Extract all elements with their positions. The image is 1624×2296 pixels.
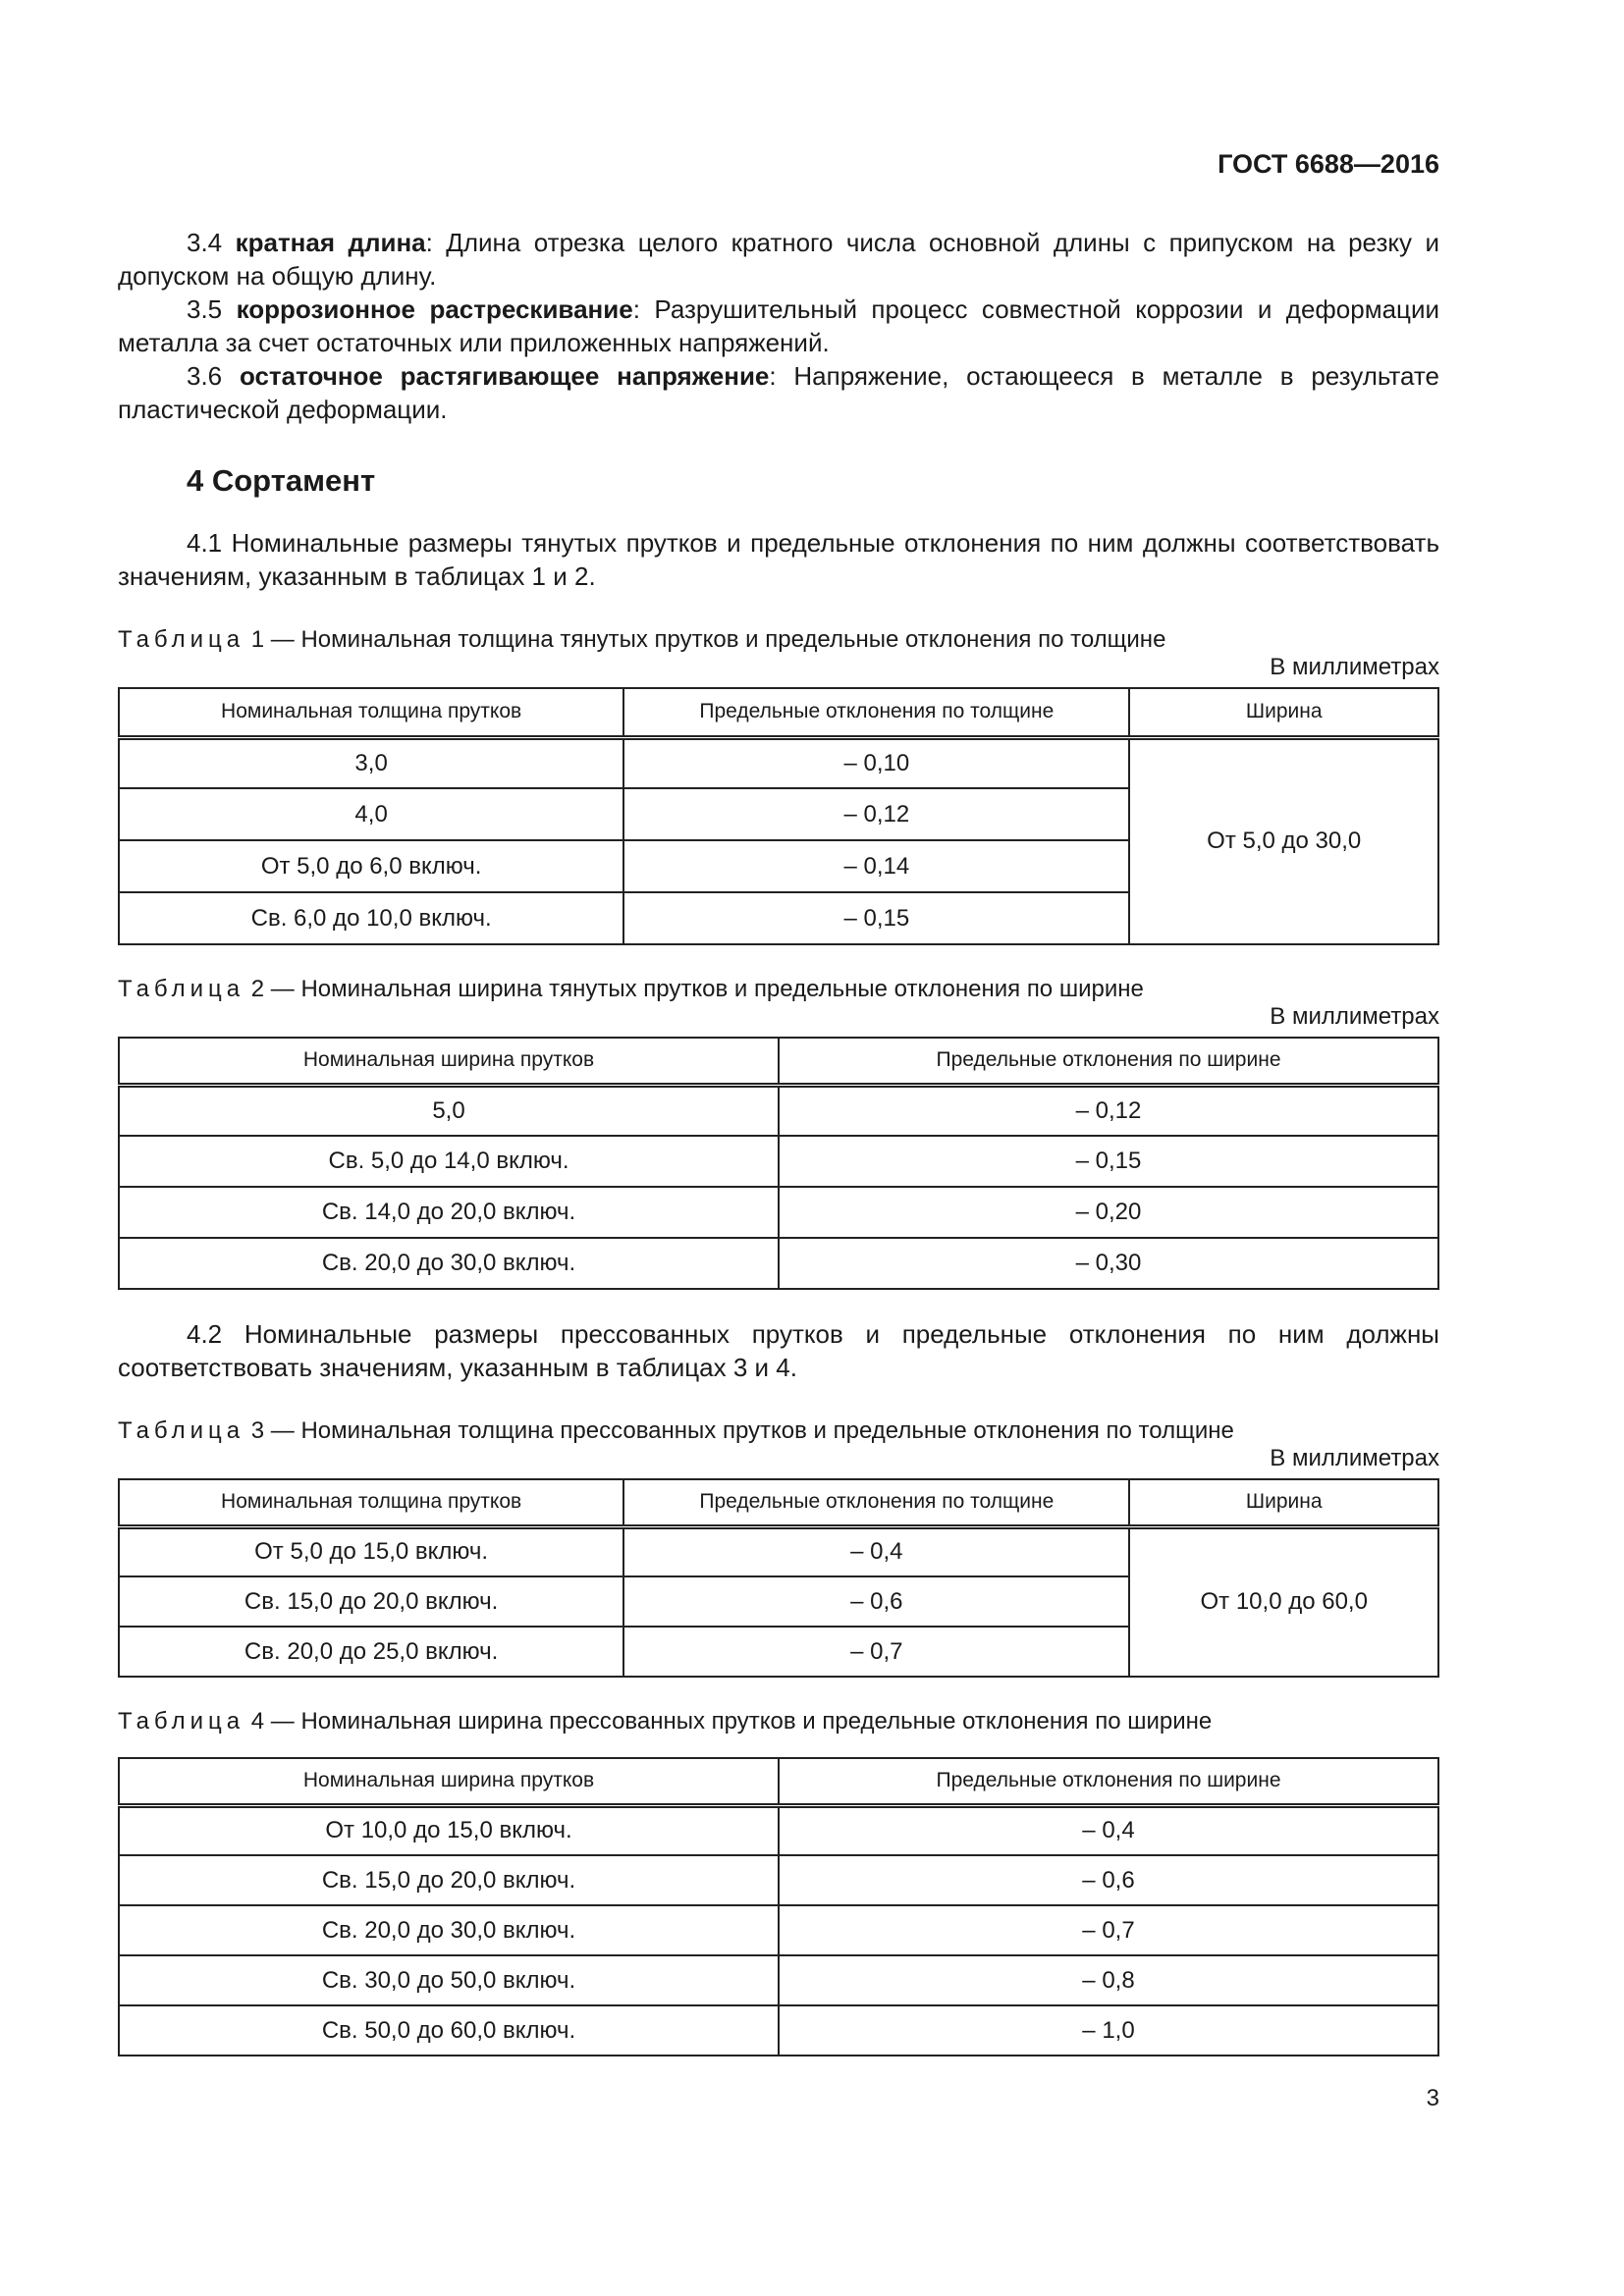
table-header: Номинальная ширина прутков <box>119 1758 779 1805</box>
table-2 <box>118 1037 1439 1290</box>
table-cell: Св. 20,0 до 25,0 включ. <box>119 1627 623 1677</box>
table-row <box>119 1238 1438 1289</box>
table-cell: – 0,14 <box>623 840 1129 892</box>
caption-text: 4 — Номинальная ширина прессованных прутков и предельные отклонения по ширине <box>250 1708 1213 1735</box>
table-3-caption <box>118 1417 1234 1445</box>
definition: : Разрушительный процесс совместной коррозии и деформации металла за счет остаточных или приложенных напряжений. <box>118 294 1439 357</box>
table-header: Номинальная толщина прутков <box>119 1479 623 1526</box>
caption-label: Таблица <box>118 1417 245 1444</box>
table-cell: – 0,15 <box>779 1136 1438 1187</box>
table-row <box>119 2005 1438 2056</box>
table-cell: Св. 20,0 до 30,0 включ. <box>119 1905 779 1955</box>
table-cell: – 0,7 <box>779 1905 1438 1955</box>
caption-text: 2 — Номинальная ширина тянутых прутков и предельные отклонения по ширине <box>250 976 1144 1002</box>
table-1 <box>118 687 1439 945</box>
table-cell: 4,0 <box>119 788 623 840</box>
table-cell: От 5,0 до 15,0 включ. <box>119 1526 623 1576</box>
table-cell: Св. 20,0 до 30,0 включ. <box>119 1238 779 1289</box>
table-cell: – 0,12 <box>623 788 1129 840</box>
table-header: Номинальная толщина прутков <box>119 688 623 737</box>
table-cell: Св. 6,0 до 10,0 включ. <box>119 892 623 944</box>
paragraph-text: 4.1 Номинальные размеры тянутых прутков и предельные отклонения по ним должны соответствовать значениям, указанным в таблицах 1 и 2. <box>118 528 1439 591</box>
table-cell: – 0,30 <box>779 1238 1438 1289</box>
table-cell: – 0,6 <box>623 1576 1129 1627</box>
table-row <box>119 1085 1438 1136</box>
table-header: Предельные отклонения по ширине <box>779 1038 1438 1085</box>
table-cell: – 0,8 <box>779 1955 1438 2005</box>
table-cell: – 0,10 <box>623 737 1129 788</box>
paragraph-text: 4.2 Номинальные размеры прессованных прутков и предельные отклонения по ним должны соответствовать значениям, указанным в таблицах 3 и 4. <box>118 1319 1439 1382</box>
table-4-caption <box>118 1708 1212 1735</box>
table-cell: – 0,7 <box>623 1627 1129 1677</box>
table-row <box>119 1136 1438 1187</box>
table-header: Номинальная ширина прутков <box>119 1038 779 1085</box>
units-label: В миллиметрах <box>1270 1003 1439 1030</box>
table-row <box>119 1526 1438 1576</box>
table-header: Предельные отклонения по толщине <box>623 688 1129 737</box>
table-cell-merged: От 10,0 до 60,0 <box>1129 1526 1438 1677</box>
units-label: В миллиметрах <box>1270 1445 1439 1471</box>
table-cell: – 0,4 <box>779 1805 1438 1855</box>
table-cell: – 0,6 <box>779 1855 1438 1905</box>
table-cell: – 0,4 <box>623 1526 1129 1576</box>
table-cell: 5,0 <box>119 1085 779 1136</box>
term: кратная длина <box>235 228 426 257</box>
table-cell: – 1,0 <box>779 2005 1438 2056</box>
table-header: Ширина <box>1129 688 1438 737</box>
table-cell: Св. 15,0 до 20,0 включ. <box>119 1576 623 1627</box>
table-header: Предельные отклонения по ширине <box>779 1758 1438 1805</box>
table-cell: 3,0 <box>119 737 623 788</box>
table-1-caption <box>118 626 1165 654</box>
paragraph-3-4 <box>118 226 1439 293</box>
table-header: Ширина <box>1129 1479 1438 1526</box>
caption-label: Таблица <box>118 976 245 1002</box>
caption-label: Таблица <box>118 626 245 653</box>
table-row <box>119 1187 1438 1238</box>
table-3 <box>118 1478 1439 1678</box>
table-cell-merged: От 5,0 до 30,0 <box>1129 737 1438 944</box>
table-cell: – 0,12 <box>779 1085 1438 1136</box>
table-row <box>119 1805 1438 1855</box>
clause-number: 3.6 <box>187 361 223 391</box>
units-label: В миллиметрах <box>1270 654 1439 680</box>
paragraph-3-6 <box>118 359 1439 426</box>
clause-number: 3.4 <box>187 228 223 257</box>
definition: : Напряжение, остающееся в металле в результате пластической деформации. <box>118 361 1439 424</box>
caption-text: 3 — Номинальная толщина прессованных прутков и предельные отклонения по толщине <box>250 1417 1234 1444</box>
table-row <box>119 737 1438 788</box>
table-cell: – 0,20 <box>779 1187 1438 1238</box>
table-cell: Св. 5,0 до 14,0 включ. <box>119 1136 779 1187</box>
term: остаточное растягивающее напряжение <box>239 361 770 391</box>
table-cell: Св. 15,0 до 20,0 включ. <box>119 1855 779 1905</box>
caption-label: Таблица <box>118 1708 245 1735</box>
page-number: 3 <box>1426 2085 1439 2111</box>
section-title: 4 Сортамент <box>187 463 376 498</box>
table-cell: – 0,15 <box>623 892 1129 944</box>
table-row <box>119 1905 1438 1955</box>
paragraph-3-5 <box>118 293 1439 359</box>
table-cell: Св. 14,0 до 20,0 включ. <box>119 1187 779 1238</box>
caption-text: 1 — Номинальная толщина тянутых прутков и предельные отклонения по толщине <box>250 626 1166 653</box>
term: коррозионное растрескивание <box>236 294 633 324</box>
paragraph-4-1 <box>118 526 1439 593</box>
table-cell: От 10,0 до 15,0 включ. <box>119 1805 779 1855</box>
table-2-caption <box>118 976 1144 1003</box>
clause-number: 3.5 <box>187 294 223 324</box>
table-header: Предельные отклонения по толщине <box>623 1479 1129 1526</box>
table-cell: Св. 50,0 до 60,0 включ. <box>119 2005 779 2056</box>
table-cell: От 5,0 до 6,0 включ. <box>119 840 623 892</box>
table-4 <box>118 1757 1439 2056</box>
paragraph-4-2 <box>118 1317 1439 1384</box>
table-cell: Св. 30,0 до 50,0 включ. <box>119 1955 779 2005</box>
table-row <box>119 1855 1438 1905</box>
document-code: ГОСТ 6688—2016 <box>1218 149 1439 179</box>
definition: : Длина отрезка целого кратного числа основной длины с припуском на резку и допуском на общую длину. <box>118 228 1439 291</box>
table-row <box>119 1955 1438 2005</box>
